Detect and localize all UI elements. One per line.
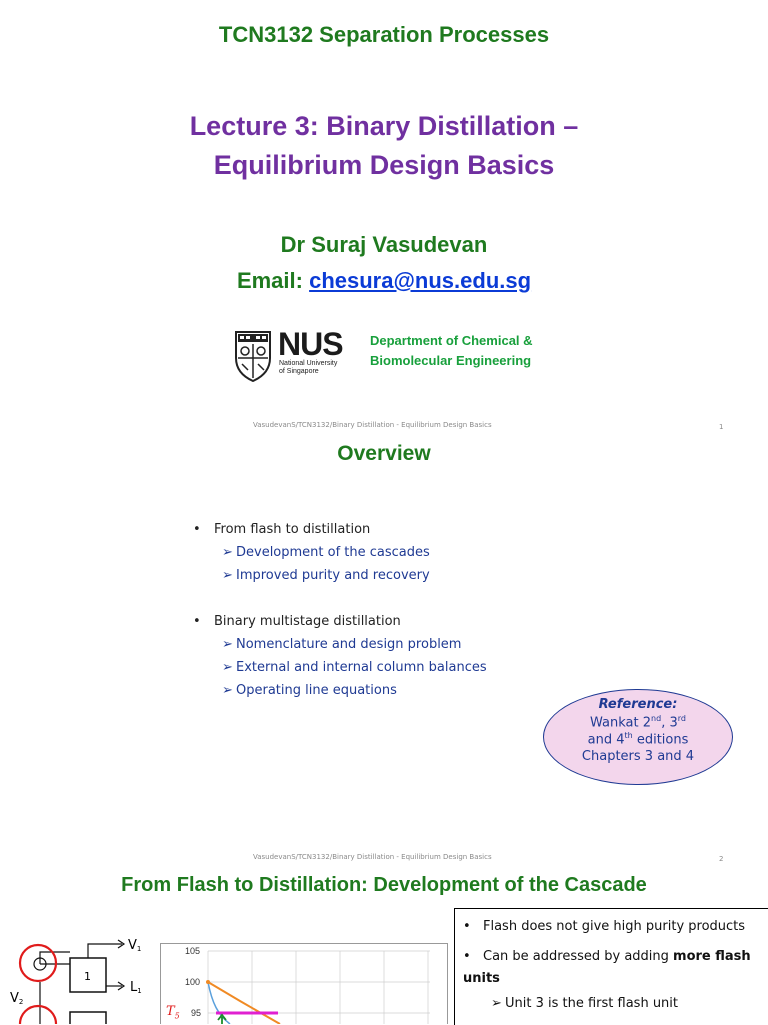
l1-label: L1 [130, 980, 142, 995]
arrow-bullet-icon: ➢ [491, 996, 502, 1011]
point-item: • Flash does not give high purity products [463, 919, 746, 934]
slide2-page-number: 2 [719, 855, 724, 863]
reference-line1: Wankat 2nd, 3rd [590, 714, 686, 731]
reference-line2: and 4th editions [587, 731, 689, 748]
sub-bullet-item [222, 637, 461, 652]
slide1-footer: VasudevanS/TCN3132/Binary Distillation - Equilibrium Design Basics [253, 421, 492, 429]
arrow-bullet-icon: ➢ [222, 568, 233, 583]
sub-point-item: ➢ Unit 3 is the first flash unit [491, 996, 679, 1011]
sub-bullet-item [222, 545, 430, 560]
logo-name: NUS [278, 326, 343, 362]
reference-label: Reference: [598, 697, 678, 712]
sub-bullet-text: Operating line equations [236, 683, 397, 698]
sub-bullet-item [222, 683, 397, 698]
tick-95: 95 [191, 1008, 202, 1018]
dept-line1: Department of Chemical & [370, 333, 533, 348]
flash-cascade-diagram [0, 934, 150, 1024]
slide1-page-number: 1 [719, 423, 724, 431]
dept-line2: Biomolecular Engineering [370, 353, 532, 368]
logo-sub2: of Singapore [279, 368, 319, 375]
sub-bullet-text: External and internal column balances [236, 660, 487, 675]
course-title: TCN3132 Separation Processes [218, 22, 550, 47]
bullet-text: From flash to distillation [214, 522, 371, 537]
bullet-dot: • [193, 522, 201, 537]
highlight-circle [20, 945, 56, 981]
temp-label: $T_5$ [166, 1004, 180, 1021]
lecture-title-line2: Equilibrium Design Basics [213, 150, 555, 180]
sub-bullet-item [222, 568, 430, 583]
bullet-dot: • [193, 614, 201, 629]
overview-title: Overview [337, 442, 431, 465]
arrow-bullet-icon: ➢ [222, 545, 233, 560]
arrow-bullet-icon: ➢ [222, 683, 233, 698]
v1-label: V1 [128, 938, 142, 953]
reference-bubble [543, 689, 733, 785]
email-link[interactable]: chesura@nus.edu.sg [309, 268, 532, 293]
slide-1 [0, 0, 768, 440]
bullet-item [193, 614, 401, 629]
bullet-item [193, 522, 370, 537]
author-name: Dr Suraj Vasudevan [280, 232, 488, 257]
slide2-footer: VasudevanS/TCN3132/Binary Distillation - Equilibrium Design Basics [253, 853, 492, 861]
unit-number: 1 [84, 970, 91, 983]
tick-105: 105 [185, 946, 201, 956]
sub-bullet-text: Improved purity and recovery [236, 568, 430, 583]
slide-2 [0, 440, 768, 868]
sub-bullet-text: Development of the cascades [236, 545, 430, 560]
cascade-points-box [454, 908, 768, 1025]
v2-label: V2 [10, 991, 24, 1006]
lecture-title-line1: Lecture 3: Binary Distillation – [189, 111, 579, 141]
bullet-text: Binary multistage distillation [214, 614, 401, 629]
nus-logo [234, 328, 354, 384]
point-item: • Can be addressed by adding more flash units [463, 949, 751, 986]
temperature-chart [160, 943, 448, 1024]
sub-bullet-item [222, 660, 487, 675]
cascade-title: From Flash to Distillation: Development of the Cascade [121, 874, 647, 896]
email-line [0, 268, 768, 294]
reference-line3: Chapters 3 and 4 [581, 748, 695, 764]
nus-crest-icon [234, 328, 272, 382]
email-label: Email: [236, 268, 303, 293]
arrow-bullet-icon: ➢ [222, 660, 233, 675]
logo-sub1: National University [279, 360, 338, 367]
tick-100: 100 [185, 977, 201, 987]
arrow-bullet-icon: ➢ [222, 637, 233, 652]
sub-bullet-text: Nomenclature and design problem [236, 637, 462, 652]
